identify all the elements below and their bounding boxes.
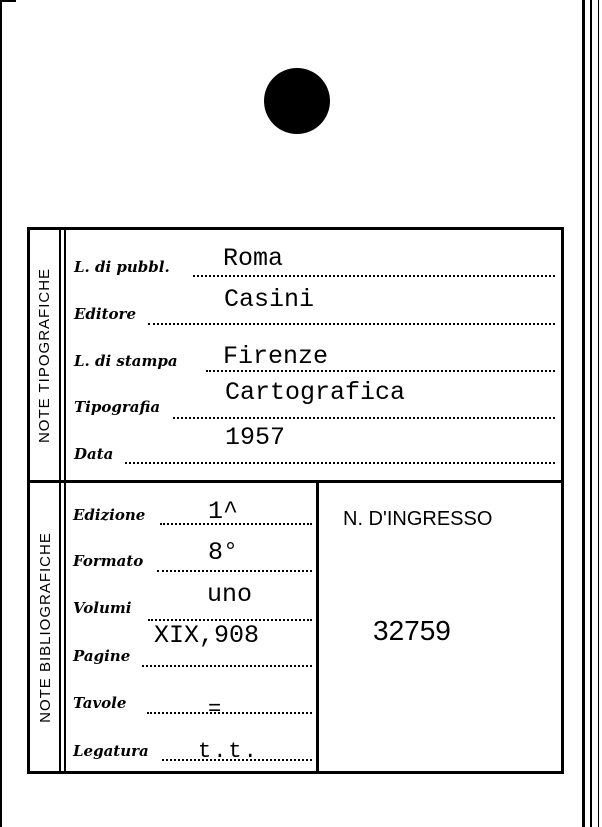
field-label: Tipografia (74, 398, 161, 416)
field-value: 1^ (208, 497, 239, 526)
ingresso-number: 32759 (373, 615, 451, 646)
field-value: t.t. (198, 739, 259, 764)
field-value: Roma (223, 244, 284, 273)
note-bibliografiche-side-label-container (32, 483, 58, 771)
divider-line (59, 483, 61, 771)
field-value: = (208, 697, 222, 722)
divider-line (64, 483, 66, 771)
note-tipografiche-side-label-container (32, 230, 58, 480)
note-tipografiche-section (27, 227, 564, 483)
dotted-line (173, 417, 555, 419)
field-label: Tavole (73, 694, 127, 712)
note-bibliografiche-side-label: NOTE BIBLIOGRAFICHE (36, 531, 54, 723)
divider-line (59, 230, 61, 480)
punch-hole (264, 68, 330, 134)
field-label: Legatura (73, 742, 149, 760)
dotted-line (147, 712, 312, 714)
dotted-line (193, 275, 555, 277)
field-value: XIX,908 (154, 621, 260, 650)
dotted-line (125, 462, 555, 464)
field-label: L. di pubbl. (74, 258, 170, 276)
field-label: Volumi (73, 599, 132, 617)
card-edge-top (0, 0, 16, 2)
field-value: Casini (224, 285, 315, 314)
field-label: Data (74, 445, 114, 463)
card-edge-right (582, 0, 585, 827)
column-divider (316, 483, 319, 771)
field-value: uno (207, 580, 253, 609)
field-value: Cartografica (225, 378, 406, 407)
field-value: Firenze (223, 342, 329, 371)
field-label: Edizione (73, 506, 146, 524)
field-label: Formato (73, 552, 144, 570)
field-value: 8° (208, 538, 239, 567)
dotted-line (142, 665, 312, 667)
dotted-line (148, 323, 555, 325)
divider-line (64, 230, 66, 480)
ingresso-heading: N. D'INGRESSO (343, 508, 493, 530)
card-edge-right-inner (590, 0, 592, 827)
dotted-line (157, 570, 312, 572)
card-edge-right-outer (598, 0, 599, 827)
card-edge-left (0, 0, 2, 827)
field-value: 1957 (225, 423, 286, 452)
field-label: Pagine (73, 647, 131, 665)
field-label: L. di stampa (74, 352, 178, 370)
note-tipografiche-side-label: NOTE TIPOGRAFICHE (36, 267, 54, 443)
field-label: Editore (74, 305, 136, 323)
note-bibliografiche-section (27, 480, 564, 774)
